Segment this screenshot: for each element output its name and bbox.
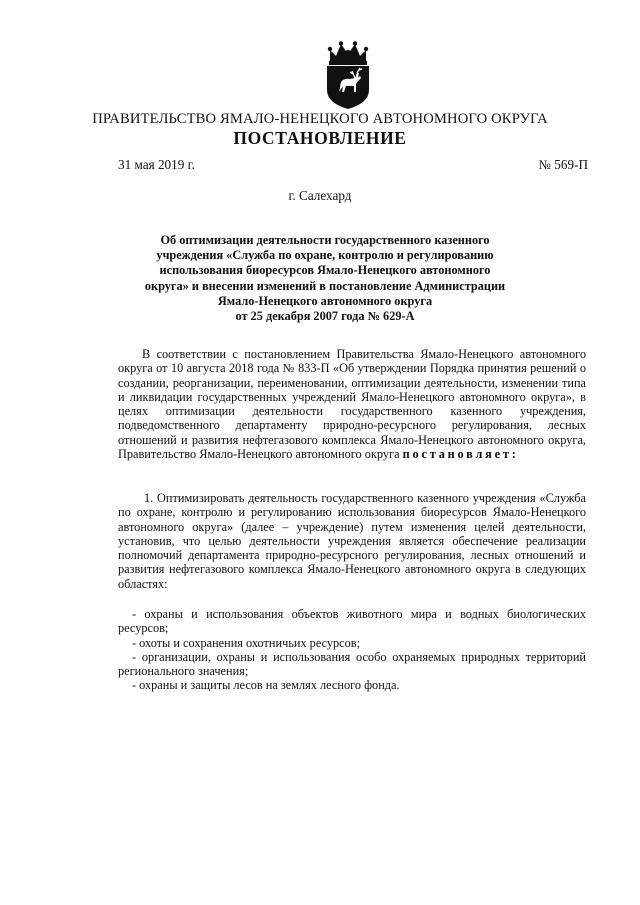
preamble-text: В соответствии с постановлением Правительства Ямало-Ненецкого автономного округа от 10 августа 2018 года № 833-П «Об утверждении Порядка принятия решений о создании, реорганизации, переименовании, оптимизации деятельности, изменении типа и ликвидации государственных учреждений Ямало-Ненецкого автономного округа», в целях оптимизации деятельности государственного казенного учреждения, подведомственного департаменту природно-ресурсного регулирования, лесных отношений и развития нефтегазового комплекса Ямало-Ненецкого автономного округа, Правительство Ямало-Ненецкого автономного округа xyxy=(118,347,586,462)
resolves-word: постановляет: xyxy=(402,447,519,462)
item-1-paragraph xyxy=(118,491,586,591)
list-item: - охраны и использования объектов животного мира и водных биологических ресурсов; xyxy=(118,607,586,636)
document-subject xyxy=(120,233,530,324)
subject-line: округа» и внесении изменений в постановление Администрации xyxy=(144,278,506,293)
item-1-number: 1. xyxy=(144,491,154,505)
subject-line: учреждения «Служба по охране, контролю и регулированию xyxy=(156,248,494,263)
areas-list xyxy=(118,607,586,693)
item-1-text: Оптимизировать деятельность государственного казенного учреждения «Служба по охране, контролю и регулированию использования биоресурсов Ямало-Ненецкого автономного округа» (далее – учреждение) путем изменения целей деятельности, установив, что целью деятельности учреждения является обеспечение реализации полномочий департамента природно-ресурсного регулирования, лесных отношений и развития нефтегазового комплекса Ямало-Ненецкого автономного округа в следующих областях: xyxy=(118,491,586,591)
list-item: - организации, охраны и использования особо охраняемых природных территорий регионального значения; xyxy=(118,649,586,679)
document-city: г. Салехард xyxy=(288,188,352,203)
list-item: - охраны и защиты лесов на землях лесного фонда. xyxy=(132,678,400,693)
preamble-paragraph xyxy=(118,347,586,461)
subject-line: Об оптимизации деятельности государственного казенного xyxy=(160,233,490,247)
government-name: ПРАВИТЕЛЬСТВО ЯМАЛО-НЕНЕЦКОГО АВТОНОМНОГО ОКРУГА xyxy=(92,111,548,127)
subject-line: Ямало-Ненецкого автономного округа xyxy=(217,293,433,308)
document-type: ПОСТАНОВЛЕНИЕ xyxy=(233,128,407,148)
list-item: - охоты и сохранения охотничьих ресурсов; xyxy=(132,635,361,650)
document-date: 31 мая 2019 г. xyxy=(118,157,195,172)
subject-line: использования биоресурсов Ямало-Ненецкого автономного xyxy=(159,263,491,278)
coat-of-arms-icon xyxy=(322,40,374,110)
subject-line: от 25 декабря 2007 года № 629-А xyxy=(235,309,415,324)
document-number: № 569-П xyxy=(538,157,588,172)
